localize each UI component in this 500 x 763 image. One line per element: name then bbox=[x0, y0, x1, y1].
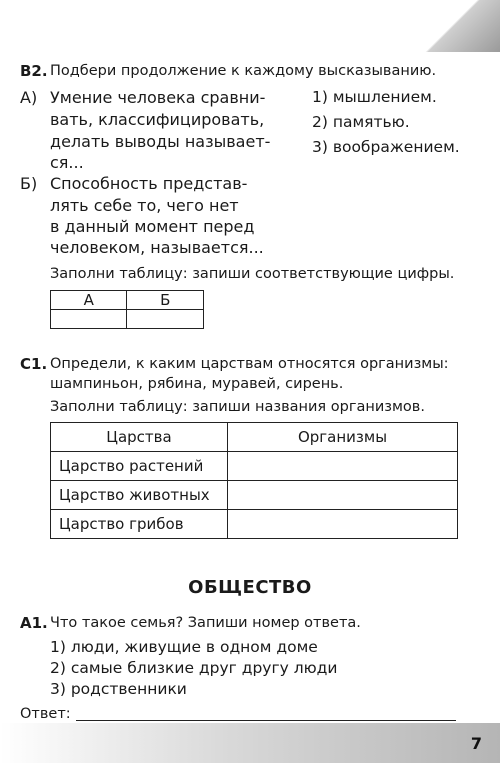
corner-decoration bbox=[408, 0, 500, 52]
organisms-cell-plants[interactable] bbox=[228, 452, 458, 481]
item-a-line-4: ся... bbox=[50, 153, 84, 172]
kingdom-plants: Царство растений bbox=[51, 452, 228, 481]
task-question-a1: Что такое семья? Запиши номер ответа. bbox=[50, 615, 361, 631]
answer-table-b2 bbox=[50, 290, 204, 329]
kingdom-fungi: Царство грибов bbox=[51, 510, 228, 539]
item-a-line-1: Умение человека сравни- bbox=[50, 88, 266, 107]
item-a-letter: А) bbox=[20, 88, 38, 107]
page-number: 7 bbox=[470, 734, 482, 753]
kingdoms-table bbox=[50, 422, 458, 539]
kingdom-animals: Царство животных bbox=[51, 481, 228, 510]
section-title: ОБЩЕСТВО bbox=[188, 577, 312, 598]
item-b-line-2: лять себе то, чего нет bbox=[50, 196, 239, 215]
item-a-line-3: делать выводы называет- bbox=[50, 132, 271, 151]
page-footer-band bbox=[0, 723, 500, 763]
item-b-line-4: человеком, называется... bbox=[50, 238, 264, 257]
option-3: 3) воображением. bbox=[312, 138, 460, 156]
table-instruction-c1: Заполни таблицу: запиши названия организмов. bbox=[50, 399, 425, 415]
task-question-c1-line-2: шампиньон, рябина, муравей, сирень. bbox=[50, 376, 344, 392]
option-1: 1) мышлением. bbox=[312, 88, 437, 106]
table-header-b: Б bbox=[127, 291, 204, 310]
item-b-line-3: в данный момент перед bbox=[50, 217, 255, 236]
item-b-letter: Б) bbox=[20, 174, 38, 193]
table-header-kingdoms: Царства bbox=[51, 423, 228, 452]
option-2: 2) памятью. bbox=[312, 113, 410, 131]
item-b-line-1: Способность представ- bbox=[50, 174, 248, 193]
table-header-a: А bbox=[51, 291, 127, 310]
answer-cell-a[interactable] bbox=[51, 310, 127, 329]
task-question-c1-line-1: Определи, к каким царствам относятся организмы: bbox=[50, 356, 449, 372]
answer-label: Ответ: bbox=[20, 706, 71, 722]
answer-line[interactable] bbox=[76, 720, 456, 721]
a1-option-2: 2) самые близкие друг другу люди bbox=[50, 659, 338, 677]
table-instruction-b2: Заполни таблицу: запиши соответствующие цифры. bbox=[50, 266, 455, 282]
table-header-organisms: Организмы bbox=[228, 423, 458, 452]
task-label-a1: А1. bbox=[20, 614, 48, 632]
task-question-b2: Подбери продолжение к каждому высказыванию. bbox=[50, 63, 437, 79]
organisms-cell-animals[interactable] bbox=[228, 481, 458, 510]
task-label-b2: B2. bbox=[20, 62, 48, 80]
task-label-c1: С1. bbox=[20, 355, 48, 373]
answer-cell-b[interactable] bbox=[127, 310, 204, 329]
a1-option-3: 3) родственники bbox=[50, 680, 187, 698]
a1-option-1: 1) люди, живущие в одном доме bbox=[50, 638, 318, 656]
item-a-line-2: вать, классифицировать, bbox=[50, 110, 265, 129]
organisms-cell-fungi[interactable] bbox=[228, 510, 458, 539]
